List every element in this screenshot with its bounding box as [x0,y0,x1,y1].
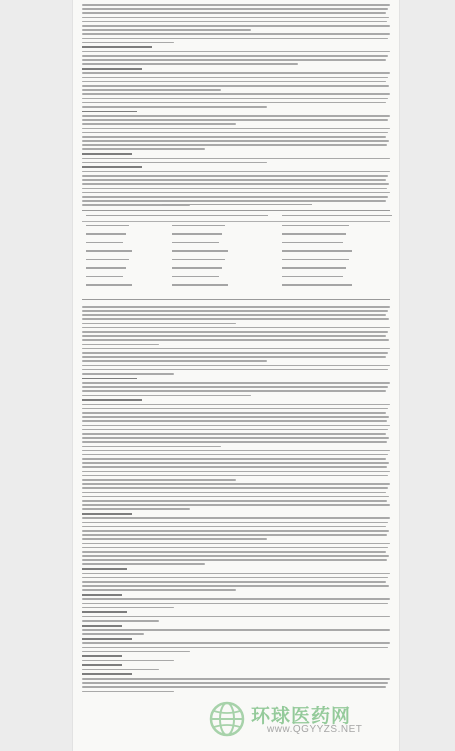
section-heading [82,594,122,596]
text-line [82,382,390,384]
text-line [82,420,387,422]
text-line [82,603,388,605]
text-line [82,647,388,649]
text-line [82,331,388,333]
text-line [82,323,236,325]
text-line [82,629,390,631]
table-cell [282,284,352,286]
text-line [82,12,386,14]
table-cell [282,225,349,227]
text-line [82,144,387,146]
text-line [82,132,388,134]
text-line [82,140,389,142]
text-line [82,416,389,418]
text-line [82,500,387,502]
text-line [82,327,390,329]
section-heading [82,399,142,401]
section-heading [82,513,132,515]
text-line [82,517,390,519]
text-line [82,454,388,456]
text-line [82,390,386,392]
text-line [82,310,388,312]
text-line [82,642,390,644]
text-line [82,563,205,565]
text-line [82,318,389,320]
table-cell [172,215,268,217]
table-cell [172,259,225,261]
text-line [82,352,388,354]
table-cell [172,250,228,252]
text-line [82,589,236,591]
text-line [82,669,159,671]
text-line [82,25,390,27]
section-heading [82,111,137,113]
text-line [82,115,390,117]
text-line [82,458,386,460]
text-line [82,85,389,87]
text-line [82,559,387,561]
table-cell [172,284,228,286]
text-line [82,682,388,684]
table-cell [86,276,123,278]
text-line [82,196,388,198]
text-line [82,691,174,693]
text-line [82,17,389,19]
text-line [82,81,386,83]
text-line [82,136,386,138]
text-line [82,616,390,618]
text-line [82,179,386,181]
text-line [82,441,387,443]
table-cell [282,250,352,252]
watermark [209,701,391,737]
text-line [82,42,174,44]
text-line [82,395,251,397]
text-line [82,530,389,532]
section-heading [82,655,122,657]
table-cell [172,225,225,227]
text-line [82,496,389,498]
text-line [82,462,389,464]
text-line [82,492,386,494]
text-line [82,128,390,130]
document-text-column [82,4,390,695]
text-line [82,77,388,79]
section-heading [82,638,132,640]
table-cell [282,233,346,235]
text-line [82,369,388,371]
text-line [82,335,386,337]
document-page [73,0,399,751]
text-line [82,429,388,431]
text-line [82,356,386,358]
text-line [82,479,236,481]
text-line [82,38,388,40]
text-line [82,577,388,579]
section-heading [82,673,132,675]
text-line [82,450,390,452]
table-cell [172,276,219,278]
text-line [82,360,267,362]
table-cell [282,276,343,278]
text-line [82,344,159,346]
table-caption [162,204,312,206]
watermark-url: www.QGYYZS.NET [267,724,363,735]
table-cell [282,242,343,244]
text-line [82,686,386,688]
text-line [82,543,390,545]
text-line [82,306,390,308]
section-heading [82,625,122,627]
text-line [82,555,389,557]
text-line [82,171,390,173]
text-line [82,59,386,61]
text-line [82,55,388,57]
text-line [82,446,221,448]
text-line [82,598,390,600]
text-line [82,466,387,468]
table-cell [86,259,129,261]
text-line [82,4,390,6]
text-line [82,33,390,35]
text-line [82,102,386,104]
text-line [82,581,386,583]
text-line [82,412,386,414]
text-line [82,314,386,316]
text-line [82,373,174,375]
table-cell [282,267,346,269]
table-rule [82,221,390,222]
text-line [82,651,190,653]
table-cell [86,250,132,252]
table-cell [86,284,132,286]
text-line [82,433,386,435]
text-line [82,119,388,121]
table-cell [86,267,126,269]
text-line [82,607,174,609]
text-line [82,573,390,575]
section-heading [82,664,122,666]
text-line [82,408,388,410]
text-line [82,551,386,553]
text-line [82,339,389,341]
text-line [82,148,205,150]
text-line [82,538,267,540]
text-line [82,437,389,439]
text-line [82,123,236,125]
section-heading [82,153,132,155]
text-line [82,72,390,74]
text-line [82,585,389,587]
text-line [82,547,388,549]
table-cell [86,215,172,217]
table-cell [172,233,222,235]
text-line [82,471,390,473]
text-line [82,620,159,622]
globe-logo-icon [209,701,245,737]
table-cell [282,259,349,261]
text-line [82,188,387,190]
text-line [82,475,388,477]
text-line [82,21,387,23]
section-heading [82,568,127,570]
section-heading [82,166,142,168]
section-heading [82,46,152,48]
table-cell [86,242,123,244]
text-line [82,51,390,53]
text-line [82,8,388,10]
text-line [82,183,389,185]
table-cell [86,233,126,235]
text-line [82,534,387,536]
text-line [82,404,390,406]
text-line [82,504,390,506]
text-line [82,98,388,100]
text-line [82,162,267,164]
text-line [82,29,251,31]
text-line [82,487,388,489]
text-line [82,365,390,367]
text-line [82,633,144,635]
text-line [82,678,390,680]
table-cell [86,225,129,227]
table-cell [172,242,219,244]
text-line [82,386,388,388]
text-line [82,106,267,108]
text-line [82,200,386,202]
section-heading [82,378,137,380]
text-line [82,192,390,194]
text-line [82,175,388,177]
table-cell [282,215,392,217]
text-line [82,158,390,160]
data-table [82,210,390,300]
text-line [82,89,221,91]
text-line [82,522,388,524]
table-cell [172,267,222,269]
text-line [82,348,390,350]
text-line [82,526,386,528]
text-line [82,508,190,510]
text-line [82,63,298,65]
text-line [82,425,390,427]
section-heading [82,611,127,613]
text-line [82,660,174,662]
section-heading [82,68,142,70]
text-line [82,483,390,485]
text-line [82,93,390,95]
watermark-name: 环球医药网 [251,705,352,727]
